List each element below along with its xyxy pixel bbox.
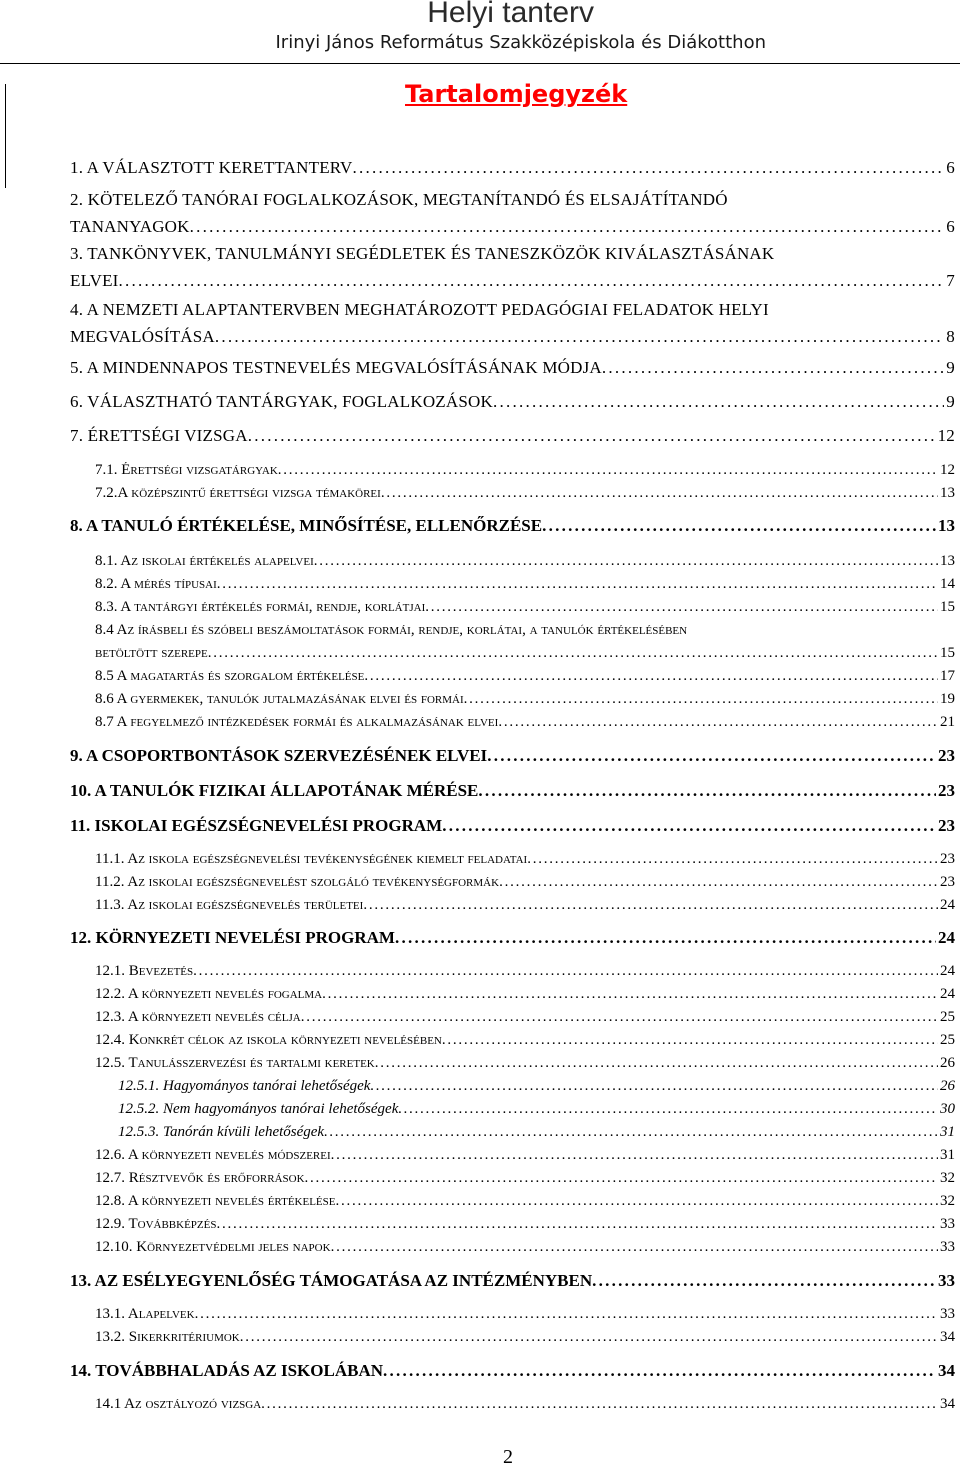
dot-leader xyxy=(261,1396,938,1413)
toc-entry[interactable] xyxy=(95,1032,955,1049)
dot-leader xyxy=(363,897,938,914)
toc-entry[interactable] xyxy=(95,1170,955,1187)
dot-leader xyxy=(398,1101,938,1118)
toc-entry[interactable] xyxy=(118,1101,955,1118)
toc-page-number: 21 xyxy=(940,714,955,730)
dot-leader xyxy=(375,1055,938,1072)
dot-leader xyxy=(193,963,938,980)
toc-entry-text: 12.3. A környezeti nevelés célja xyxy=(95,1009,301,1025)
dot-leader xyxy=(425,599,938,616)
dot-leader xyxy=(119,271,945,291)
toc-page-number: 6 xyxy=(946,158,955,177)
toc-entry-text: 12.8. A környezeti nevelés értékelése xyxy=(95,1193,336,1209)
page-number: 2 xyxy=(503,1446,513,1468)
toc-page-number: 32 xyxy=(940,1170,955,1186)
toc-entry-text: 11.2. Az iskolai egészségnevelést szolgáló tevékenységformák xyxy=(95,874,500,890)
dot-leader xyxy=(240,1329,938,1346)
toc-entry-text: 7. ÉRETTSÉGI VIZSGA xyxy=(70,426,248,445)
toc-entry-text: betöltött szerepe xyxy=(95,645,208,661)
toc-page-number: 7 xyxy=(946,271,955,290)
dot-leader xyxy=(208,645,938,662)
dot-leader xyxy=(314,553,938,570)
toc-entry-text: 8.6 A gyermekek, tanulók jutalmazásának elvei és formái xyxy=(95,691,464,707)
toc-entry-text: 3. TANKÖNYVEK, TANULMÁNYI SEGÉDLETEK ÉS TANESZKÖZÖK KIVÁLASZTÁSÁNAK xyxy=(70,244,775,263)
toc-page-number: 13 xyxy=(940,485,955,501)
toc-entry[interactable] xyxy=(95,645,955,662)
toc-entry-text: 12.6. A környezeti nevelés módszerei xyxy=(95,1147,331,1163)
dot-leader xyxy=(248,426,936,446)
toc-entry-text: MEGVALÓSÍTÁSA xyxy=(70,327,215,346)
toc-page-number: 15 xyxy=(940,645,955,661)
toc-entry[interactable] xyxy=(70,244,955,264)
toc-entry[interactable] xyxy=(70,1271,955,1291)
toc-page-number: 23 xyxy=(938,781,955,800)
toc-page-number: 23 xyxy=(938,746,955,765)
dot-leader xyxy=(493,392,944,412)
toc-page-number: 13 xyxy=(940,553,955,569)
toc-entry[interactable] xyxy=(95,668,955,685)
toc-entry-text: 12.5.1. Hagyományos tanórai lehetőségek xyxy=(118,1078,371,1094)
toc-entry[interactable] xyxy=(70,271,955,291)
dot-leader xyxy=(542,516,936,536)
toc-page-number: 19 xyxy=(940,691,955,707)
toc-entry-text: 13.1. Alapelvek xyxy=(95,1306,195,1322)
toc-entry[interactable] xyxy=(70,327,955,347)
toc-entry[interactable] xyxy=(70,300,955,320)
toc-entry[interactable] xyxy=(70,190,955,210)
toc-page-number: 31 xyxy=(940,1147,955,1163)
toc-entry-text: 12.9. Továbbképzés xyxy=(95,1216,217,1232)
toc-entry-text: 7.2.A középszintű érettségi vizsga témakörei xyxy=(95,485,381,501)
dot-leader xyxy=(527,851,938,868)
dot-leader xyxy=(195,1306,938,1323)
dot-leader xyxy=(322,986,938,1003)
toc-page-number: 26 xyxy=(940,1055,955,1071)
toc-page-number: 6 xyxy=(946,217,955,236)
dot-leader xyxy=(331,1147,938,1164)
toc-entry-text: 8.1. Az iskolai értékelés alapelvei xyxy=(95,553,314,569)
dot-leader xyxy=(395,928,936,948)
toc-page-number: 33 xyxy=(940,1239,955,1255)
dot-leader xyxy=(364,668,938,685)
toc-entry[interactable] xyxy=(70,781,955,801)
dot-leader xyxy=(217,576,938,593)
toc-page-number: 33 xyxy=(938,1271,955,1290)
toc-entry[interactable] xyxy=(95,1396,955,1413)
toc-page-number: 25 xyxy=(940,1032,955,1048)
toc-entry-text: 12. KÖRNYEZETI NEVELÉSI PROGRAM xyxy=(70,928,395,947)
dot-leader xyxy=(352,158,944,178)
toc-entry-text: 12.7. Résztvevők és erőforrások xyxy=(95,1170,305,1186)
toc-page-number: 9 xyxy=(946,392,955,411)
toc-entry[interactable] xyxy=(95,485,955,502)
toc-entry[interactable] xyxy=(70,358,955,378)
toc-entry[interactable] xyxy=(70,426,955,446)
toc-entry-text: 8.5 A magatartás és szorgalom értékelése xyxy=(95,668,365,684)
toc-page-number: 24 xyxy=(940,986,955,1002)
dot-leader xyxy=(487,746,936,766)
toc-entry-text: 12.1. Bevezetés xyxy=(95,963,194,979)
toc-entry-text: 9. A CSOPORTBONTÁSOK SZERVEZÉSÉNEK ELVEI xyxy=(70,746,488,765)
toc-page-number: 33 xyxy=(940,1216,955,1232)
toc-entry-text: 6. VÁLASZTHATÓ TANTÁRGYAK, FOGLALKOZÁSOK xyxy=(70,392,493,411)
toc-entry-text: 10. A TANULÓK FIZIKAI ÁLLAPOTÁNAK MÉRÉSE xyxy=(70,781,479,800)
toc-page-number: 26 xyxy=(940,1078,955,1094)
toc-page-number: 23 xyxy=(938,816,955,835)
toc-entry[interactable] xyxy=(95,1216,955,1233)
toc-entry-text: 12.4. Konkrét célok az iskola környezeti nevelésében xyxy=(95,1032,442,1048)
dot-leader xyxy=(498,714,938,731)
dot-leader xyxy=(215,327,944,347)
toc-page-number: 34 xyxy=(940,1396,955,1412)
toc-entry[interactable] xyxy=(95,691,955,708)
toc-page-number: 24 xyxy=(940,897,955,913)
toc-page-number: 14 xyxy=(940,576,955,592)
toc-entry-text: 12.5. Tanulásszervezési és tartalmi keretek xyxy=(95,1055,375,1071)
dot-leader xyxy=(464,691,938,708)
dot-leader xyxy=(602,358,944,378)
toc-page-number: 9 xyxy=(946,358,955,377)
toc-title: Tartalomjegyzék xyxy=(405,80,628,108)
toc-entry-text: 13.2. Sikerkritériumok xyxy=(95,1329,240,1345)
toc-entry[interactable] xyxy=(95,1306,955,1323)
toc-page-number: 12 xyxy=(940,462,955,478)
toc-entry[interactable] xyxy=(95,1055,955,1072)
dot-leader xyxy=(442,1032,938,1049)
toc-entry-text: 14.1 Az osztályozó vizsga xyxy=(95,1396,262,1412)
toc-page-number: 24 xyxy=(940,963,955,979)
toc-entry-text: 8.4 Az írásbeli és szóbeli beszámoltatások formái, rendje, korlátai, a tanulók értékelésében xyxy=(95,622,688,638)
toc-entry-text: 8.2. A mérés típusai xyxy=(95,576,217,592)
toc-entry[interactable] xyxy=(95,851,955,868)
toc-entry-text: 12.5.2. Nem hagyományos tanórai lehetőségek xyxy=(118,1101,399,1117)
toc-entry[interactable] xyxy=(70,1361,955,1381)
toc-page-number: 12 xyxy=(937,426,955,445)
dot-leader xyxy=(592,1271,936,1291)
dot-leader xyxy=(324,1124,938,1141)
toc-entry[interactable] xyxy=(95,576,955,593)
toc-entry[interactable] xyxy=(95,553,955,570)
toc-page-number: 34 xyxy=(940,1329,955,1345)
toc-page-number: 23 xyxy=(940,874,955,890)
toc-entry-text: 8.3. A tantárgyi értékelés formái, rendje, korlátjai xyxy=(95,599,426,615)
dot-leader xyxy=(216,1216,938,1233)
toc-entry[interactable] xyxy=(70,816,955,836)
toc-entry[interactable] xyxy=(95,1329,955,1346)
toc-entry-text: 13. AZ ESÉLYEGYENLŐSÉG TÁMOGATÁSA AZ INTÉZMÉNYBEN xyxy=(70,1271,593,1290)
dot-leader xyxy=(478,781,936,801)
header-title: Helyi tanterv xyxy=(427,0,594,29)
toc-entry-text: 11. ISKOLAI EGÉSZSÉGNEVELÉSI PROGRAM xyxy=(70,816,443,835)
toc-entry[interactable] xyxy=(70,928,955,948)
dot-leader xyxy=(278,462,938,479)
dot-leader xyxy=(381,485,938,502)
toc-page-number: 30 xyxy=(940,1101,955,1117)
toc-entry[interactable] xyxy=(95,1239,955,1256)
toc-entry-text: 1. A VÁLASZTOTT KERETTANTERV xyxy=(70,158,353,177)
dot-leader xyxy=(442,816,936,836)
dot-leader xyxy=(190,217,945,237)
toc-entry[interactable] xyxy=(70,516,955,536)
dot-leader xyxy=(301,1009,938,1026)
toc-entry-text: 8.7 A fegyelmező intézkedések formái és alkalmazásának elvei xyxy=(95,714,499,730)
toc-entry[interactable] xyxy=(95,963,955,980)
toc-page-number: 31 xyxy=(940,1124,955,1140)
toc-entry-text: 5. A MINDENNAPOS TESTNEVELÉS MEGVALÓSÍTÁSÁNAK MÓDJA xyxy=(70,358,602,377)
toc-entry[interactable] xyxy=(95,1009,955,1026)
dot-leader xyxy=(383,1361,936,1381)
toc-page-number: 17 xyxy=(940,668,955,684)
toc-entry-text: 12.2. A környezeti nevelés fogalma xyxy=(95,986,323,1002)
toc-entry[interactable] xyxy=(95,622,955,639)
toc-page-number: 24 xyxy=(938,928,955,947)
toc-page-number: 25 xyxy=(940,1009,955,1025)
toc-entry-text: TANANYAGOK xyxy=(70,217,190,236)
toc-entry-text: 12.10. Környezetvédelmi jeles napok xyxy=(95,1239,331,1255)
toc-page-number: 15 xyxy=(940,599,955,615)
toc-entry[interactable] xyxy=(118,1124,955,1141)
toc-entry-text: 14. TOVÁBBHALADÁS AZ ISKOLÁBAN xyxy=(70,1361,384,1380)
toc-page-number: 23 xyxy=(940,851,955,867)
toc-entry[interactable] xyxy=(95,986,955,1003)
toc-entry[interactable] xyxy=(118,1078,955,1095)
toc-entry[interactable] xyxy=(95,462,955,479)
toc-entry-text: 11.3. Az iskolai egészségnevelés területei xyxy=(95,897,364,913)
toc-entry-text: 12.5.3. Tanórán kívüli lehetőségek xyxy=(118,1124,325,1140)
toc-entry[interactable] xyxy=(95,874,955,891)
toc-entry[interactable] xyxy=(70,158,955,178)
dot-leader xyxy=(335,1193,938,1210)
header-subtitle: Irinyi János Református Szakközépiskola és Diákotthon xyxy=(275,32,766,53)
toc-entry[interactable] xyxy=(70,392,955,412)
toc-entry-text: 8. A TANULÓ ÉRTÉKELÉSE, MINŐSÍTÉSE, ELLENŐRZÉSE xyxy=(70,516,543,535)
dot-leader xyxy=(499,874,938,891)
dot-leader xyxy=(305,1170,938,1187)
toc-entry-text: ELVEI xyxy=(70,271,119,290)
toc-page-number: 33 xyxy=(940,1306,955,1322)
toc-entry-text: 11.1. Az iskola egészségnevelési tevékenységének kiemelt feladatai xyxy=(95,851,528,867)
toc-entry-text: 4. A NEMZETI ALAPTANTERVBEN MEGHATÁROZOTT PEDAGÓGIAI FELADATOK HELYI xyxy=(70,300,769,319)
toc-entry[interactable] xyxy=(95,1193,955,1210)
dot-leader xyxy=(370,1078,938,1095)
toc-entry[interactable] xyxy=(70,746,955,766)
toc-page-number: 8 xyxy=(946,327,955,346)
toc-page-number: 34 xyxy=(938,1361,955,1380)
toc-entry-text: 7.1. Érettségi vizsgatárgyak xyxy=(95,462,278,478)
toc-entry[interactable] xyxy=(95,599,955,616)
toc-page-number: 32 xyxy=(940,1193,955,1209)
toc-entry-text: 2. KÖTELEZŐ TANÓRAI FOGLALKOZÁSOK, MEGTANÍTANDÓ ÉS ELSAJÁTÍTANDÓ xyxy=(70,190,728,209)
toc-entry[interactable] xyxy=(70,217,955,237)
toc-entry[interactable] xyxy=(95,897,955,914)
toc-page-number: 13 xyxy=(938,516,955,535)
toc-entry[interactable] xyxy=(95,1147,955,1164)
dot-leader xyxy=(331,1239,938,1256)
toc-entry[interactable] xyxy=(95,714,955,731)
